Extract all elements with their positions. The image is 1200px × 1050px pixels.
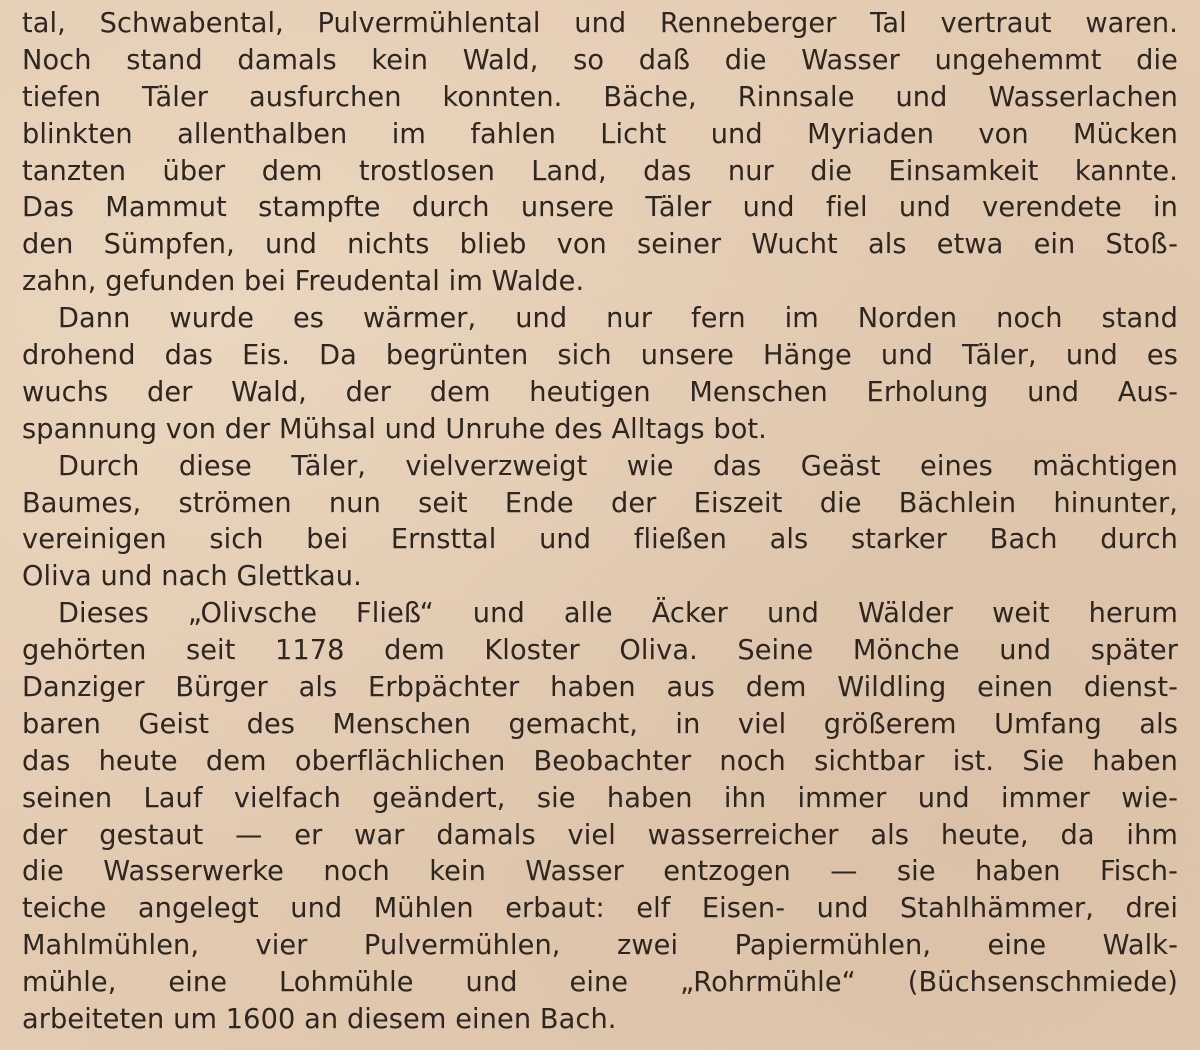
text-line: Dann wurde es wärmer, und nur fern im Norden noch stand — [58, 303, 1178, 335]
text-line: baren Geist des Menschen gemacht, in viel größerem Umfang als — [22, 708, 1178, 740]
text-line: den Sümpfen, und nichts blieb von seiner Wucht als etwa ein Stoß- — [22, 229, 1178, 261]
text-line: drohend das Eis. Da begrünten sich unsere Hänge und Täler, und es — [22, 340, 1178, 372]
text-line: Oliva und nach Glettkau. — [22, 561, 362, 593]
text-line: tiefen Täler ausfurchen konnten. Bäche, Rinnsale und Wasserlachen — [22, 81, 1178, 113]
text-line: der gestaut — er war damals viel wasserreicher als heute, da ihm — [22, 819, 1178, 851]
text-line: die Wasserwerke noch kein Wasser entzogen — sie haben Fisch- — [22, 856, 1178, 888]
text-line: arbeiteten um 1600 an diesem einen Bach. — [22, 1004, 617, 1036]
text-line: zahn, gefunden bei Freudental im Walde. — [22, 266, 585, 298]
text-line: Danziger Bürger als Erbpächter haben aus dem Wildling einen dienst- — [22, 672, 1178, 704]
text-line: gehörten seit 1178 dem Kloster Oliva. Seine Mönche und später — [22, 635, 1178, 667]
text-line: Das Mammut stampfte durch unsere Täler und fiel und verendete in — [22, 192, 1178, 224]
text-line: tanzten über dem trostlosen Land, das nur die Einsamkeit kannte. — [22, 155, 1178, 187]
paragraph — [22, 449, 1178, 597]
text-line: teiche angelegt und Mühlen erbaut: elf Eisen- und Stahlhämmer, drei — [22, 893, 1178, 925]
text-line: Mahlmühlen, vier Pulvermühlen, zwei Papiermühlen, eine Walk- — [22, 930, 1178, 962]
paragraph — [22, 596, 1178, 1039]
text-line: tal, Schwabental, Pulvermühlental und Renneberger Tal vertraut waren. — [22, 8, 1178, 39]
text-line: seinen Lauf vielfach geändert, sie haben ihn immer und immer wie- — [22, 782, 1178, 814]
text-line: das heute dem oberflächlichen Beobachter noch sichtbar ist. Sie haben — [22, 745, 1178, 777]
text-line: blinkten allenthalben im fahlen Licht und Myriaden von Mücken — [22, 118, 1178, 150]
text-line: Dieses „Olivsche Fließ“ und alle Äcker und Wälder weit herum — [58, 598, 1178, 630]
text-line: spannung von der Mühsal und Unruhe des Alltags bot. — [22, 413, 767, 445]
text-line: wuchs der Wald, der dem heutigen Menschen Erholung und Aus- — [22, 376, 1178, 408]
paragraph — [22, 6, 1178, 301]
paragraph — [22, 301, 1178, 449]
text-line: Durch diese Täler, vielverzweigt wie das Geäst eines mächtigen — [58, 450, 1178, 482]
text-line: mühle, eine Lohmühle und eine „Rohrmühle“ (Büchsenschmiede) — [22, 967, 1178, 999]
text-line: vereinigen sich bei Ernsttal und fließen als starker Bach durch — [22, 524, 1178, 556]
text-line: Baumes, strömen nun seit Ende der Eiszeit die Bächlein hinunter, — [22, 487, 1178, 519]
text-line: Noch stand damals kein Wald, so daß die Wasser ungehemmt die — [22, 44, 1178, 76]
